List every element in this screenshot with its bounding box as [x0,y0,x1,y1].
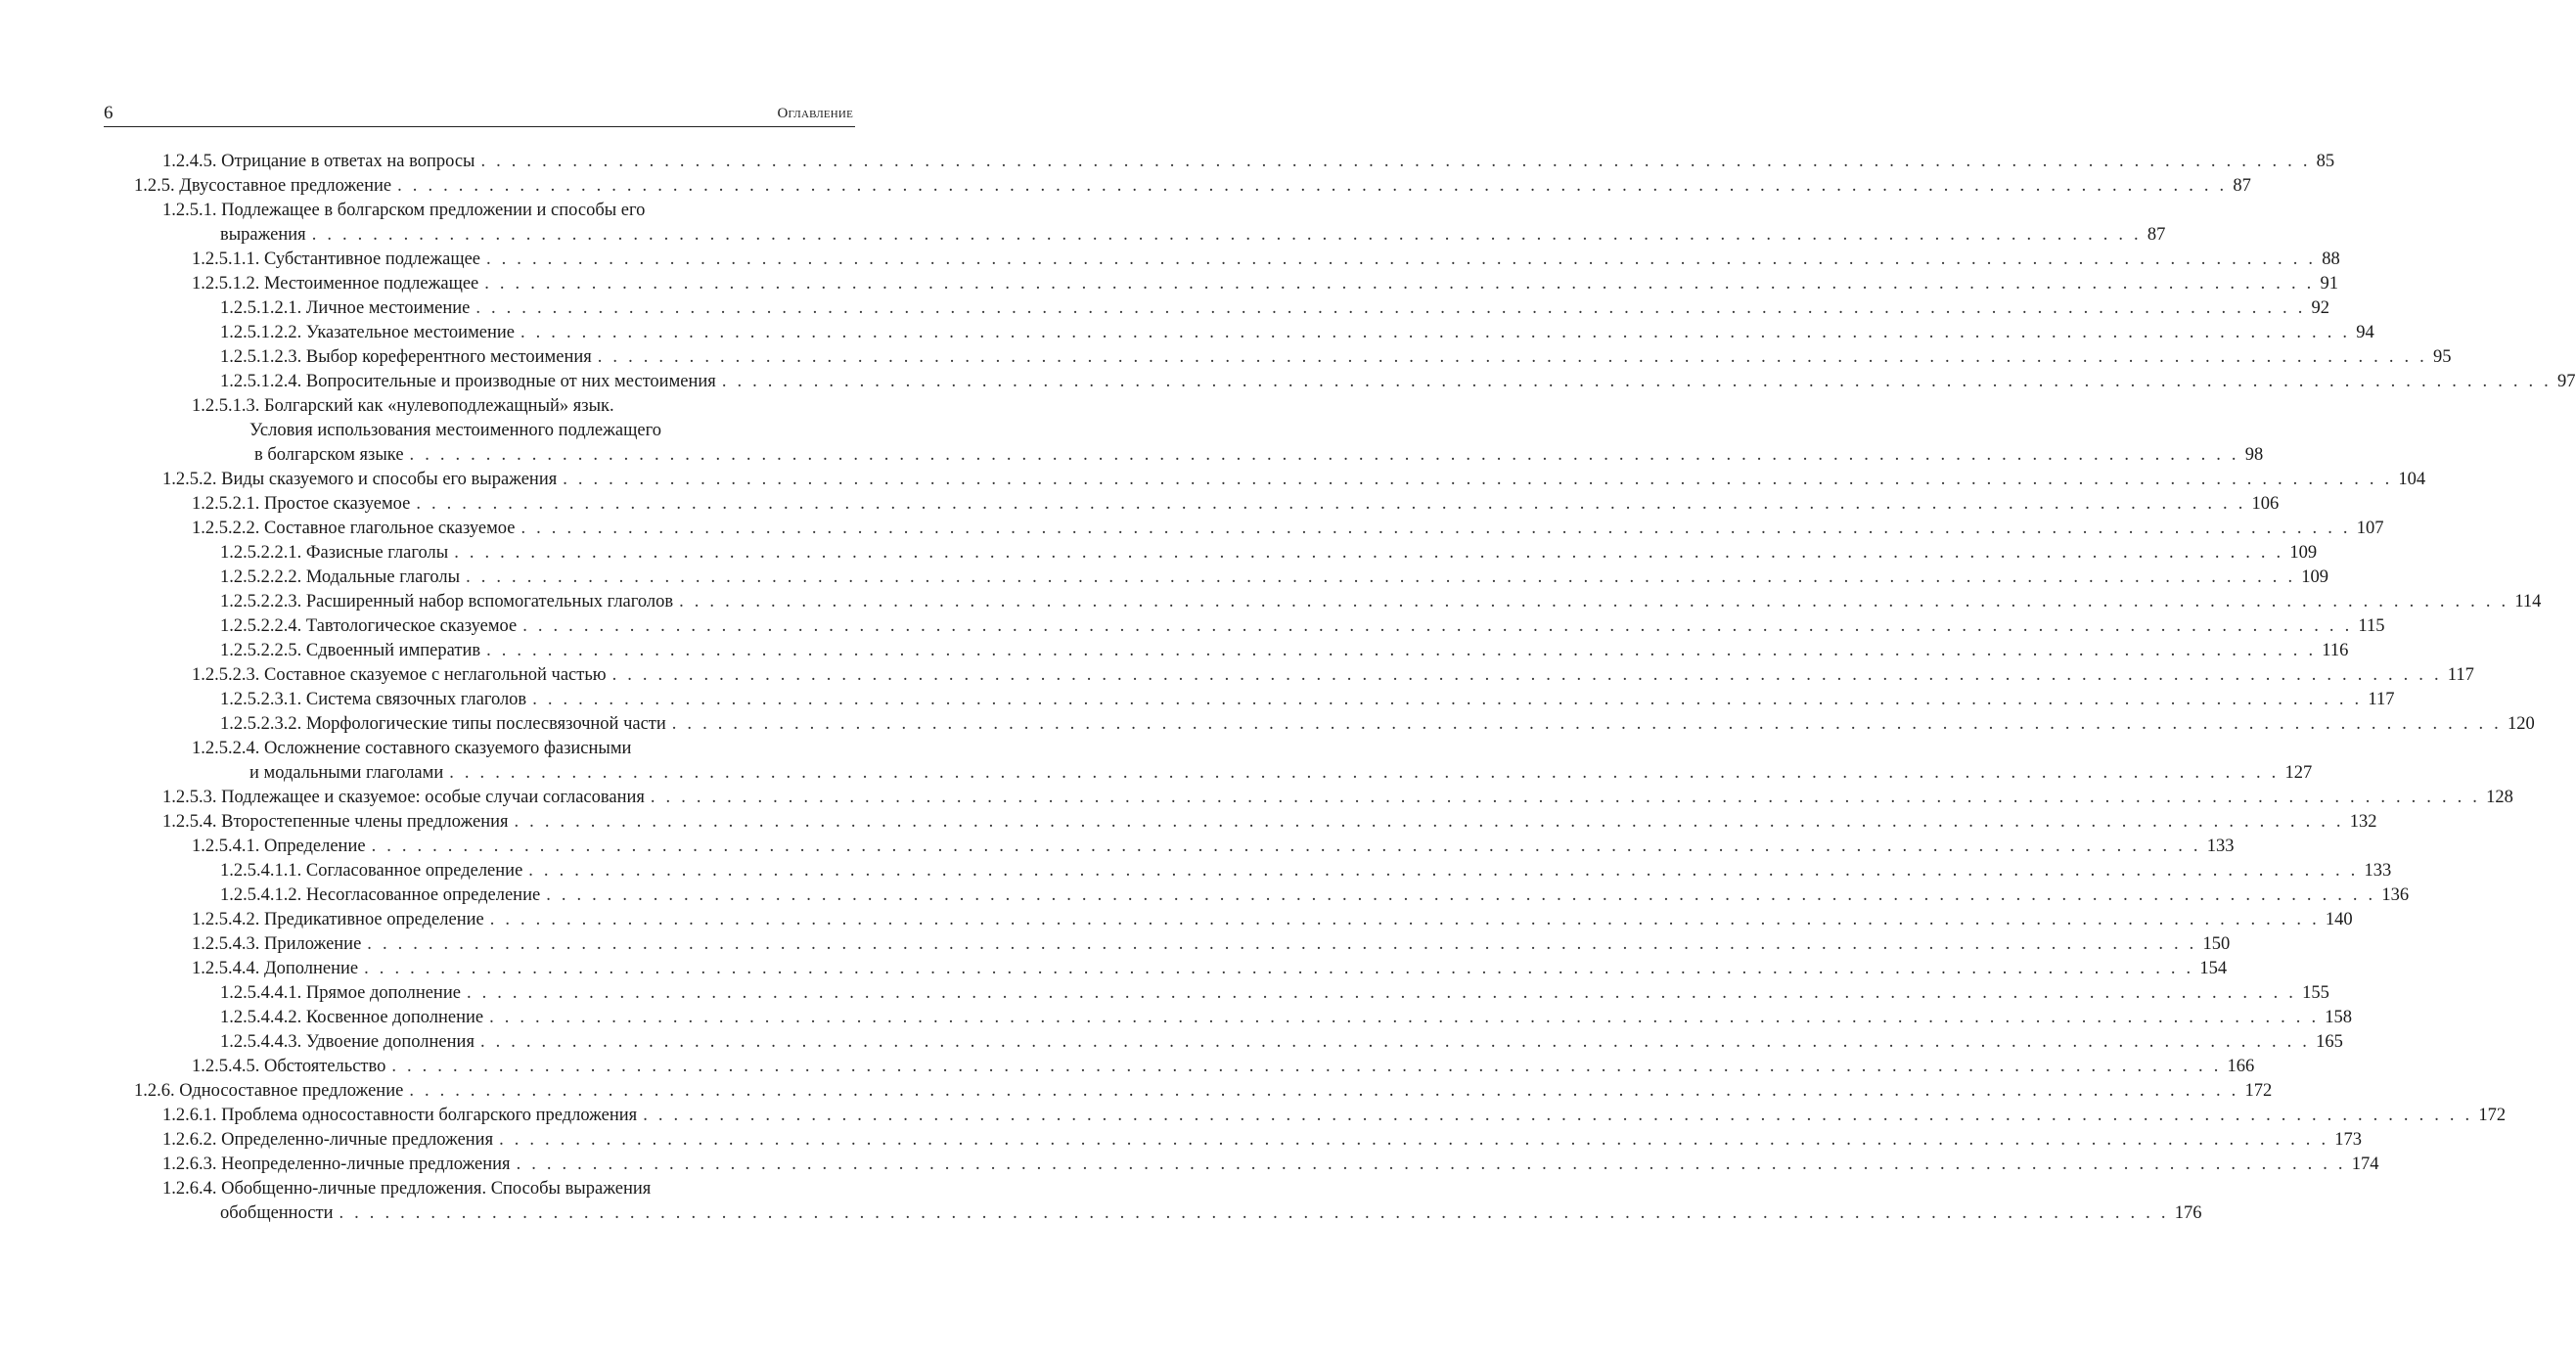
dot-leader: . . . . . . . . . . . . . . . . . . . . . . . . . . . . . . . . . . . . . . . . . . . . . . . . . . . . . . . . . . . . . . . . . . . . . . . . . . . . . . . . . . . . . . . . . . . . . . . . . . . . . . . . . . . . . . . . . . . . . . . . [397,176,2228,196]
dot-leader: . . . . . . . . . . . . . . . . . . . . . . . . . . . . . . . . . . . . . . . . . . . . . . . . . . . . . . . . . . . . . . . . . . . . . . . . . . . . . . . . . . . . . . . . . . . . . . . . . . . . . . . . . . . . . . . . . . . . . . . . [514,812,2344,832]
dot-leader: . . . . . . . . . . . . . . . . . . . . . . . . . . . . . . . . . . . . . . . . . . . . . . . . . . . . . . . . . . . . . . . . . . . . . . . . . . . . . . . . . . . . . . . . . . . . . . . . . . . . . . . . . . . . . . . . . . . . . . . . [721,372,2552,391]
toc-entry-title: 1.2.5.1.2.3. Выбор кореферентного местоимения [220,347,592,367]
toc-page-number: 120 [2507,714,2535,734]
toc-entry-title: 1.2.5.3. Подлежащее и сказуемое: особые случаи согласования [162,788,645,807]
toc-page-number: 87 [2147,225,2166,245]
dot-leader: . . . . . . . . . . . . . . . . . . . . . . . . . . . . . . . . . . . . . . . . . . . . . . . . . . . . . . . . . . . . . . . . . . . . . . . . . . . . . . . . . . . . . . . . . . . . . . . . . . . . . . . . . . . . . . . . . . . . . . . . [486,249,2317,269]
toc-page-number: 104 [2398,470,2426,489]
dot-leader: . . . . . . . . . . . . . . . . . . . . . . . . . . . . . . . . . . . . . . . . . . . . . . . . . . . . . . . . . . . . . . . . . . . . . . . . . . . . . . . . . . . . . . . . . . . . . . . . . . . . . . . . . . . . . . . . . . . . . . . . [546,885,2376,905]
toc-entry-title: 1.2.5.4. Второстепенные члены предложения [162,812,509,832]
dot-leader: . . . . . . . . . . . . . . . . . . . . . . . . . . . . . . . . . . . . . . . . . . . . . . . . . . . . . . . . . . . . . . . . . . . . . . . . . . . . . . . . . . . . . . . . . . . . . . . . . . . . . . . . . . . . . . . . . . . . . . . . [416,494,2246,514]
toc-entry-title: 1.2.5.1.2.1. Личное местоимение [220,298,471,318]
toc-entry[interactable] [162,786,2513,810]
toc-entry-title: 1.2.6.2. Определенно-личные предложения [162,1130,494,1150]
dot-leader: . . . . . . . . . . . . . . . . . . . . . . . . . . . . . . . . . . . . . . . . . . . . . . . . . . . . . . . . . . . . . . . . . . . . . . . . . . . . . . . . . . . . . . . . . . . . . . . . . . . . . . . . . . . . . . . . . . . . . . . . [391,1057,2222,1076]
toc-entry-title: 1.2.5.2.3.1. Система связочных глаголов [220,690,527,709]
toc-entry-title: 1.2.5. Двусоставное предложение [134,176,392,196]
toc-page-number: 85 [2316,152,2335,171]
toc-entry[interactable] [220,639,2349,663]
toc-page-number: 107 [2356,519,2384,538]
toc-page-number: 133 [2206,837,2235,856]
dot-leader: . . . . . . . . . . . . . . . . . . . . . . . . . . . . . . . . . . . . . . . . . . . . . . . . . . . . . . . . . . . . . . . . . . . . . . . . . . . . . . . . . . . . . . . . . . . . . . . . . . . . . . . . . . . . . . . . . . . . . . . . [489,1008,2320,1027]
dot-leader: . . . . . . . . . . . . . . . . . . . . . . . . . . . . . . . . . . . . . . . . . . . . . . . . . . . . . . . . . . . . . . . . . . . . . . . . . . . . . . . . . . . . . . . . . . . . . . . . . . . . . . . . . . . . . . . . . . . . . . . . [364,959,2194,978]
toc-entry[interactable] [192,957,2228,981]
toc-entry-title-continued: в болгарском языке [254,445,404,465]
toc-page-number: 174 [2351,1154,2379,1174]
dot-leader: . . . . . . . . . . . . . . . . . . . . . . . . . . . . . . . . . . . . . . . . . . . . . . . . . . . . . . . . . . . . . . . . . . . . . . . . . . . . . . . . . . . . . . . . . . . . . . . . . . . . . . . . . . . . . . . . . . . . . . . . [499,1130,2329,1150]
toc-entry[interactable] [220,688,2395,712]
toc-entry-title: 1.2.5.4.4. Дополнение [192,959,359,978]
toc-page-number: 132 [2349,812,2377,832]
toc-entry-title: 1.2.5.1.2.2. Указательное местоимение [220,323,515,342]
dot-leader: . . . . . . . . . . . . . . . . . . . . . . . . . . . . . . . . . . . . . . . . . . . . . . . . . . . . . . . . . . . . . . . . . . . . . . . . . . . . . . . . . . . . . . . . . . . . . . . . . . . . . . . . . . . . . . . . . . . . . . . . [671,714,2502,734]
toc-entry[interactable] [192,492,2280,517]
toc-page-number: 109 [2289,543,2318,563]
dot-leader: . . . . . . . . . . . . . . . . . . . . . . . . . . . . . . . . . . . . . . . . . . . . . . . . . . . . . . . . . . . . . . . . . . . . . . . . . . . . . . . . . . . . . . . . . . . . . . . . . . . . . . . . . . . . . . . . . . . . . . . . [466,983,2297,1003]
page-number: 6 [104,103,113,123]
toc-entry-title: 1.2.4.5. Отрицание в ответах на вопросы [162,152,475,171]
toc-entry[interactable] [192,932,2231,957]
toc-entry[interactable] [220,370,2576,394]
toc-page-number: 114 [2514,592,2542,611]
toc-entry[interactable] [220,590,2542,614]
dot-leader: . . . . . . . . . . . . . . . . . . . . . . . . . . . . . . . . . . . . . . . . . . . . . . . . . . . . . . . . . . . . . . . . . . . . . . . . . . . . . . . . . . . . . . . . . . . . . . . . . . . . . . . . . . . . . . . . . . . . . . . . [311,225,2142,245]
toc-entry-title: 1.2.5.1.1. Субстантивное подлежащее [192,249,480,269]
dot-leader: . . . . . . . . . . . . . . . . . . . . . . . . . . . . . . . . . . . . . . . . . . . . . . . . . . . . . . . . . . . . . . . . . . . . . . . . . . . . . . . . . . . . . . . . . . . . . . . . . . . . . . . . . . . . . . . . . . . . . . . . [597,347,2427,367]
dot-leader: . . . . . . . . . . . . . . . . . . . . . . . . . . . . . . . . . . . . . . . . . . . . . . . . . . . . . . . . . . . . . . . . . . . . . . . . . . . . . . . . . . . . . . . . . . . . . . . . . . . . . . . . . . . . . . . . . . . . . . . . [475,298,2306,318]
toc-page-number: 176 [2174,1203,2202,1223]
dot-leader: . . . . . . . . . . . . . . . . . . . . . . . . . . . . . . . . . . . . . . . . . . . . . . . . . . . . . . . . . . . . . . . . . . . . . . . . . . . . . . . . . . . . . . . . . . . . . . . . . . . . . . . . . . . . . . . . . . . . . . . . [520,323,2351,342]
toc-entry[interactable] [134,174,2251,199]
toc-entry[interactable] [220,614,2385,639]
toc-entry-title-continued: выражения [220,225,306,245]
toc-entry-title: 1.2.5.2.2.3. Расширенный набор вспомогательных глаголов [220,592,674,611]
toc-page-number: 94 [2356,323,2374,342]
toc-entry-title-continued: обобщенности [220,1203,334,1223]
toc-entry-title-continued: Условия использования местоименного подлежащего [249,421,661,440]
toc-entry-title: 1.2.5.4.4.1. Прямое дополнение [220,983,461,1003]
toc-page-number: 127 [2284,763,2313,783]
toc-entry[interactable] [162,1177,2202,1226]
dot-leader: . . . . . . . . . . . . . . . . . . . . . . . . . . . . . . . . . . . . . . . . . . . . . . . . . . . . . . . . . . . . . . . . . . . . . . . . . . . . . . . . . . . . . . . . . . . . . . . . . . . . . . . . . . . . . . . . . . . . . . . . [449,763,2280,783]
toc-entry[interactable] [192,663,2474,688]
toc-entry-title: 1.2.5.2.2.4. Тавтологическое сказуемое [220,616,518,636]
dot-leader: . . . . . . . . . . . . . . . . . . . . . . . . . . . . . . . . . . . . . . . . . . . . . . . . . . . . . . . . . . . . . . . . . . . . . . . . . . . . . . . . . . . . . . . . . . . . . . . . . . . . . . . . . . . . . . . . . . . . . . . . [480,152,2311,171]
toc-entry[interactable] [162,150,2335,174]
toc-page-number: 150 [2202,934,2231,954]
table-of-contents [0,150,2576,1226]
dot-leader: . . . . . . . . . . . . . . . . . . . . . . . . . . . . . . . . . . . . . . . . . . . . . . . . . . . . . . . . . . . . . . . . . . . . . . . . . . . . . . . . . . . . . . . . . . . . . . . . . . . . . . . . . . . . . . . . . . . . . . . . [650,788,2481,807]
toc-entry[interactable] [162,1153,2379,1177]
dot-leader: . . . . . . . . . . . . . . . . . . . . . . . . . . . . . . . . . . . . . . . . . . . . . . . . . . . . . . . . . . . . . . . . . . . . . . . . . . . . . . . . . . . . . . . . . . . . . . . . . . . . . . . . . . . . . . . . . . . . . . . . [563,470,2393,489]
toc-page-number: 173 [2334,1130,2363,1150]
toc-entry[interactable] [192,835,2235,859]
toc-entry[interactable] [192,737,2313,786]
toc-entry[interactable] [192,1055,2255,1079]
dot-leader: . . . . . . . . . . . . . . . . . . . . . . . . . . . . . . . . . . . . . . . . . . . . . . . . . . . . . . . . . . . . . . . . . . . . . . . . . . . . . . . . . . . . . . . . . . . . . . . . . . . . . . . . . . . . . . . . . . . . . . . . [522,616,2353,636]
toc-entry-title: 1.2.5.1. Подлежащее в болгарском предложении и способы его [162,201,646,220]
toc-entry[interactable] [220,321,2374,345]
toc-page-number: 95 [2432,347,2452,367]
toc-page-number: 128 [2486,788,2513,807]
toc-entry[interactable] [192,248,2340,272]
dot-leader: . . . . . . . . . . . . . . . . . . . . . . . . . . . . . . . . . . . . . . . . . . . . . . . . . . . . . . . . . . . . . . . . . . . . . . . . . . . . . . . . . . . . . . . . . . . . . . . . . . . . . . . . . . . . . . . . . . . . . . . . [409,445,2239,465]
toc-entry-title: 1.2.6.1. Проблема односоставности болгарского предложения [162,1106,638,1125]
toc-entry[interactable] [220,859,2392,883]
toc-entry[interactable] [220,712,2535,737]
toc-page-number: 97 [2557,372,2576,391]
toc-entry-title: 1.2.5.2.4. Осложнение составного сказуемого фазисными [192,739,632,758]
toc-page-number: 133 [2364,861,2392,881]
running-title: Оглавление [777,106,853,121]
toc-page-number: 116 [2322,641,2349,660]
toc-entry-title: 1.2.5.1.2. Местоименное подлежащее [192,274,479,294]
toc-page-number: 155 [2302,983,2329,1003]
dot-leader: . . . . . . . . . . . . . . . . . . . . . . . . . . . . . . . . . . . . . . . . . . . . . . . . . . . . . . . . . . . . . . . . . . . . . . . . . . . . . . . . . . . . . . . . . . . . . . . . . . . . . . . . . . . . . . . . . . . . . . . . [516,1154,2346,1174]
toc-page-number: 140 [2325,910,2353,929]
toc-entry[interactable] [134,1079,2273,1104]
toc-entry[interactable] [220,541,2318,566]
dot-leader: . . . . . . . . . . . . . . . . . . . . . . . . . . . . . . . . . . . . . . . . . . . . . . . . . . . . . . . . . . . . . . . . . . . . . . . . . . . . . . . . . . . . . . . . . . . . . . . . . . . . . . . . . . . . . . . . . . . . . . . . [339,1203,2169,1223]
toc-entry-title: 1.2.5.1.3. Болгарский как «нулевоподлежащный» язык. [192,396,614,416]
dot-leader: . . . . . . . . . . . . . . . . . . . . . . . . . . . . . . . . . . . . . . . . . . . . . . . . . . . . . . . . . . . . . . . . . . . . . . . . . . . . . . . . . . . . . . . . . . . . . . . . . . . . . . . . . . . . . . . . . . . . . . . . [466,567,2296,587]
page-header [104,101,855,127]
toc-page-number: 172 [2478,1106,2507,1125]
toc-entry-title: 1.2.5.2. Виды сказуемого и способы его выражения [162,470,558,489]
toc-page-number: 98 [2244,445,2264,465]
toc-entry-title: 1.2.5.4.2. Предикативное определение [192,910,484,929]
toc-page-number: 91 [2320,274,2338,294]
dot-leader: . . . . . . . . . . . . . . . . . . . . . . . . . . . . . . . . . . . . . . . . . . . . . . . . . . . . . . . . . . . . . . . . . . . . . . . . . . . . . . . . . . . . . . . . . . . . . . . . . . . . . . . . . . . . . . . . . . . . . . . . [532,690,2363,709]
toc-entry-title: 1.2.5.2.1. Простое сказуемое [192,494,411,514]
toc-entry-title: 1.2.5.2.2.5. Сдвоенный императив [220,641,481,660]
dot-leader: . . . . . . . . . . . . . . . . . . . . . . . . . . . . . . . . . . . . . . . . . . . . . . . . . . . . . . . . . . . . . . . . . . . . . . . . . . . . . . . . . . . . . . . . . . . . . . . . . . . . . . . . . . . . . . . . . . . . . . . . [479,1032,2311,1052]
toc-entry[interactable] [220,296,2330,321]
toc-entry-title: 1.2.5.1.2.4. Вопросительные и производные от них местоимения [220,372,716,391]
toc-page-number: 87 [2233,176,2251,196]
toc-entry-title: 1.2.6.4. Обобщенно-личные предложения. Способы выражения [162,1179,652,1199]
toc-entry-title: 1.2.6. Односоставное предложение [134,1081,404,1101]
toc-entry[interactable] [162,1104,2507,1128]
toc-entry[interactable] [220,345,2452,370]
toc-page-number: 117 [2447,665,2474,685]
dot-leader: . . . . . . . . . . . . . . . . . . . . . . . . . . . . . . . . . . . . . . . . . . . . . . . . . . . . . . . . . . . . . . . . . . . . . . . . . . . . . . . . . . . . . . . . . . . . . . . . . . . . . . . . . . . . . . . . . . . . . . . . [643,1106,2473,1125]
dot-leader: . . . . . . . . . . . . . . . . . . . . . . . . . . . . . . . . . . . . . . . . . . . . . . . . . . . . . . . . . . . . . . . . . . . . . . . . . . . . . . . . . . . . . . . . . . . . . . . . . . . . . . . . . . . . . . . . . . . . . . . . [371,837,2201,856]
toc-page-number: 88 [2322,249,2340,269]
dot-leader: . . . . . . . . . . . . . . . . . . . . . . . . . . . . . . . . . . . . . . . . . . . . . . . . . . . . . . . . . . . . . . . . . . . . . . . . . . . . . . . . . . . . . . . . . . . . . . . . . . . . . . . . . . . . . . . . . . . . . . . . [528,861,2359,881]
toc-entry[interactable] [220,883,2410,908]
toc-page-number: 92 [2311,298,2330,318]
toc-entry-title: 1.2.5.4.4.3. Удвоение дополнения [220,1032,475,1052]
toc-entry-title: 1.2.5.4.4.2. Косвенное дополнение [220,1008,484,1027]
toc-entry-title: 1.2.5.4.1. Определение [192,837,366,856]
toc-page-number: 117 [2368,690,2395,709]
toc-entry[interactable] [192,272,2338,296]
toc-page-number: 166 [2227,1057,2255,1076]
dot-leader: . . . . . . . . . . . . . . . . . . . . . . . . . . . . . . . . . . . . . . . . . . . . . . . . . . . . . . . . . . . . . . . . . . . . . . . . . . . . . . . . . . . . . . . . . . . . . . . . . . . . . . . . . . . . . . . . . . . . . . . . [520,519,2351,538]
toc-entry-title: 1.2.5.2.2.1. Фазисные глаголы [220,543,449,563]
toc-page-number: 115 [2358,616,2385,636]
dot-leader: . . . . . . . . . . . . . . . . . . . . . . . . . . . . . . . . . . . . . . . . . . . . . . . . . . . . . . . . . . . . . . . . . . . . . . . . . . . . . . . . . . . . . . . . . . . . . . . . . . . . . . . . . . . . . . . . . . . . . . . . [454,543,2284,563]
toc-entry-title-continued: и модальными глаголами [249,763,444,783]
toc-page-number: 106 [2251,494,2280,514]
toc-entry[interactable] [192,394,2264,468]
dot-leader: . . . . . . . . . . . . . . . . . . . . . . . . . . . . . . . . . . . . . . . . . . . . . . . . . . . . . . . . . . . . . . . . . . . . . . . . . . . . . . . . . . . . . . . . . . . . . . . . . . . . . . . . . . . . . . . . . . . . . . . . [409,1081,2239,1101]
toc-entry[interactable] [162,468,2426,492]
toc-entry[interactable] [220,1030,2343,1055]
toc-entry-title: 1.2.5.2.2.2. Модальные глаголы [220,567,461,587]
toc-entry-title: 1.2.5.4.1.2. Несогласованное определение [220,885,541,905]
toc-page-number: 165 [2316,1032,2343,1052]
toc-entry-title: 1.2.6.3. Неопределенно-личные предложения [162,1154,511,1174]
dot-leader: . . . . . . . . . . . . . . . . . . . . . . . . . . . . . . . . . . . . . . . . . . . . . . . . . . . . . . . . . . . . . . . . . . . . . . . . . . . . . . . . . . . . . . . . . . . . . . . . . . . . . . . . . . . . . . . . . . . . . . . . [367,934,2197,954]
toc-page-number: 109 [2301,567,2329,587]
dot-leader: . . . . . . . . . . . . . . . . . . . . . . . . . . . . . . . . . . . . . . . . . . . . . . . . . . . . . . . . . . . . . . . . . . . . . . . . . . . . . . . . . . . . . . . . . . . . . . . . . . . . . . . . . . . . . . . . . . . . . . . . [611,665,2442,685]
toc-entry-title: 1.2.5.4.5. Обстоятельство [192,1057,386,1076]
dot-leader: . . . . . . . . . . . . . . . . . . . . . . . . . . . . . . . . . . . . . . . . . . . . . . . . . . . . . . . . . . . . . . . . . . . . . . . . . . . . . . . . . . . . . . . . . . . . . . . . . . . . . . . . . . . . . . . . . . . . . . . . [486,641,2317,660]
toc-entry[interactable] [192,517,2384,541]
toc-page-number: 172 [2244,1081,2273,1101]
toc-page-number: 136 [2381,885,2410,905]
toc-entry-title: 1.2.5.4.1.1. Согласованное определение [220,861,523,881]
toc-entry[interactable] [162,810,2377,835]
toc-entry[interactable] [220,1006,2353,1030]
toc-page-number: 158 [2325,1008,2353,1027]
toc-entry[interactable] [220,981,2329,1006]
dot-leader: . . . . . . . . . . . . . . . . . . . . . . . . . . . . . . . . . . . . . . . . . . . . . . . . . . . . . . . . . . . . . . . . . . . . . . . . . . . . . . . . . . . . . . . . . . . . . . . . . . . . . . . . . . . . . . . . . . . . . . . . [489,910,2320,929]
dot-leader: . . . . . . . . . . . . . . . . . . . . . . . . . . . . . . . . . . . . . . . . . . . . . . . . . . . . . . . . . . . . . . . . . . . . . . . . . . . . . . . . . . . . . . . . . . . . . . . . . . . . . . . . . . . . . . . . . . . . . . . . [679,592,2509,611]
toc-entry-title: 1.2.5.2.2. Составное глагольное сказуемое [192,519,516,538]
toc-page-number: 154 [2199,959,2228,978]
toc-entry[interactable] [192,908,2353,932]
toc-entry-title: 1.2.5.2.3.2. Морфологические типы послесвязочной части [220,714,666,734]
toc-entry[interactable] [162,1128,2363,1153]
toc-entry[interactable] [220,566,2329,590]
toc-entry-title: 1.2.5.2.3. Составное сказуемое с неглагольной частью [192,665,607,685]
toc-entry[interactable] [162,199,2166,248]
toc-entry-title: 1.2.5.4.3. Приложение [192,934,362,954]
dot-leader: . . . . . . . . . . . . . . . . . . . . . . . . . . . . . . . . . . . . . . . . . . . . . . . . . . . . . . . . . . . . . . . . . . . . . . . . . . . . . . . . . . . . . . . . . . . . . . . . . . . . . . . . . . . . . . . . . . . . . . . . [484,274,2315,294]
